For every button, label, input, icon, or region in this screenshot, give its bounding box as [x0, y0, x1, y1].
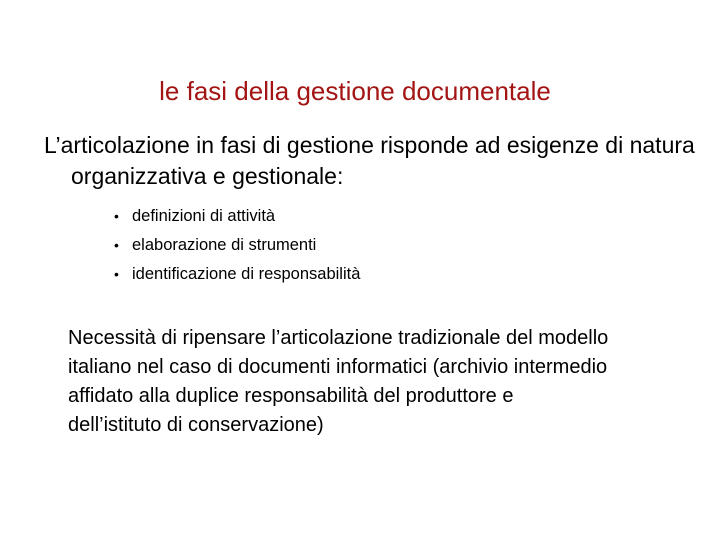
note-paragraph	[68, 324, 708, 440]
bullet-icon: •	[114, 266, 119, 282]
bullet-icon: •	[114, 237, 119, 253]
bullet-icon: •	[114, 208, 119, 224]
bullet-text: identificazione di responsabilità	[132, 265, 361, 283]
bullet-list	[112, 202, 360, 289]
note-line: dell’istituto di conservazione)	[68, 414, 324, 436]
list-item	[112, 202, 360, 231]
note-line: Necessità di ripensare l’articolazione tradizionale del modello	[68, 327, 609, 349]
list-item	[112, 260, 360, 289]
bullet-text: definizioni di attività	[132, 207, 276, 225]
intro-paragraph: L’articolazione in fasi di gestione risponde ad esigenze di natura organizzativa e gestionale:	[44, 132, 695, 189]
list-item	[112, 231, 360, 260]
note-line: affidato alla duplice responsabilità del produttore e	[68, 385, 514, 407]
note-line: italiano nel caso di documenti informatici (archivio intermedio	[68, 356, 608, 378]
bullet-text: elaborazione di strumenti	[132, 236, 317, 254]
slide-title: le fasi della gestione documentale	[159, 76, 551, 106]
